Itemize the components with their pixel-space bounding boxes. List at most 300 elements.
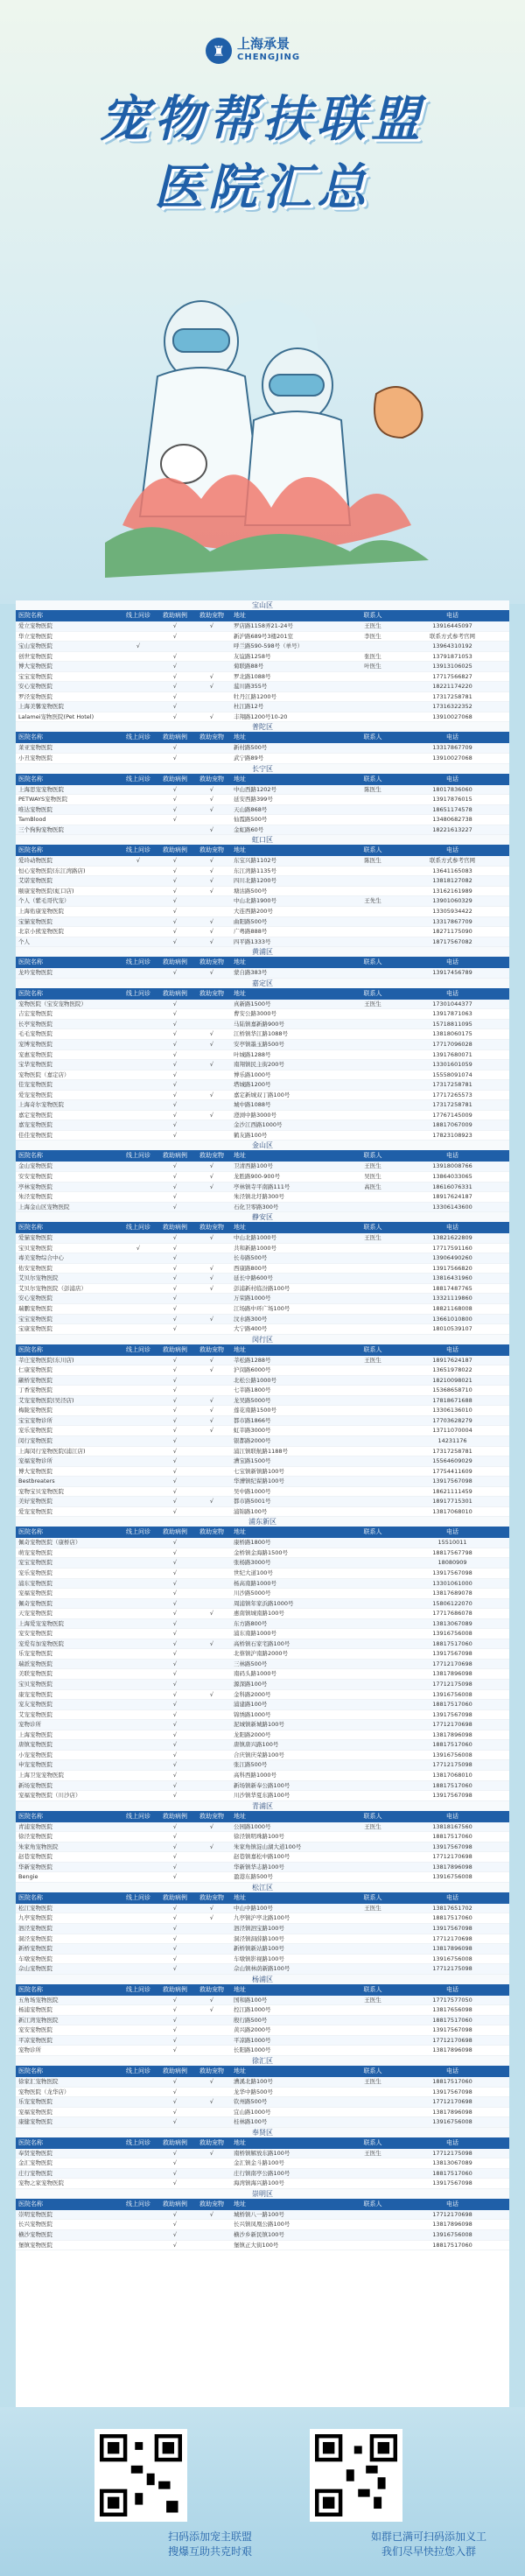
- table-cell: 18017836060: [432, 785, 472, 793]
- table-cell: [192, 1294, 231, 1303]
- table-cell: 17712170698: [432, 1660, 472, 1667]
- column-header: 电话: [446, 1528, 458, 1536]
- table-cell: 13917567098: [432, 1569, 472, 1577]
- table-row: [16, 1436, 509, 1447]
- table-cell: 泥城镇新城路100号: [234, 1721, 284, 1729]
- table-cell: √: [209, 672, 214, 680]
- table-cell: [192, 662, 231, 671]
- column-header: 地址: [234, 1152, 246, 1160]
- column-header: 救助宠物: [200, 2138, 224, 2146]
- table-cell: √: [209, 1274, 214, 1282]
- table-row: [16, 2108, 509, 2118]
- table-cell: [350, 1284, 396, 1294]
- table-cell: 虹莘路3000号: [234, 1427, 271, 1435]
- table-cell: 宠物诊所: [18, 2046, 41, 2054]
- table-cell: [350, 1070, 396, 1080]
- table-row: [16, 1192, 509, 1203]
- table-cell: 18917624187: [432, 1356, 472, 1364]
- table-cell: [119, 876, 158, 886]
- table-cell: 18817517060: [432, 1833, 472, 1841]
- table-cell: [119, 785, 158, 795]
- table-header: [16, 1984, 509, 1996]
- table-cell: 周浦镇年家浜路1000号: [234, 1599, 294, 1607]
- table-cell: [350, 815, 396, 825]
- table-cell: 张杨路3000号: [234, 1559, 271, 1567]
- table-cell: 梅陇宠物医院: [18, 1407, 52, 1414]
- table-cell: [119, 1060, 158, 1070]
- table-cell: 17316322352: [432, 703, 472, 711]
- table-cell: [119, 662, 158, 671]
- table-cell: 13317867709: [432, 744, 472, 752]
- table-cell: 上海宠物医院: [18, 1730, 52, 1738]
- table-cell: 高医生: [364, 1183, 382, 1190]
- table-cell: √: [172, 1407, 178, 1414]
- column-header: 救助病例: [163, 1528, 187, 1536]
- table-cell: 新桥镇新站路100号: [234, 1945, 284, 1953]
- table-body: [16, 2149, 509, 2189]
- table-cell: √: [172, 1396, 178, 1404]
- table-cell: √: [172, 1254, 178, 1262]
- table-cell: 18817487765: [432, 1284, 472, 1292]
- table-cell: [119, 1477, 158, 1486]
- table-cell: [119, 1720, 158, 1730]
- table-cell: √: [172, 1945, 178, 1953]
- brand-logo: [206, 33, 337, 68]
- table-cell: [350, 1579, 396, 1589]
- table-cell: [350, 712, 396, 722]
- table-cell: 真新路1500号: [234, 1000, 271, 1007]
- table-row: [16, 712, 509, 723]
- table-cell: [119, 1690, 158, 1700]
- table-cell: [119, 1843, 158, 1852]
- table-cell: 万荣路1000号: [234, 1295, 271, 1302]
- table-cell: √: [172, 2077, 178, 2085]
- table-cell: [192, 2025, 231, 2035]
- table-cell: 浦东宠物医院: [18, 1579, 52, 1587]
- column-header: 地址: [234, 1345, 246, 1353]
- table-cell: [350, 2036, 396, 2046]
- table-cell: [350, 1020, 396, 1029]
- table-cell: 卫清西路100号: [234, 1162, 273, 1170]
- table-cell: [119, 1538, 158, 1548]
- table-cell: [119, 1009, 158, 1019]
- table-cell: √: [172, 1020, 178, 1028]
- table-cell: 仙霞路500号: [234, 816, 268, 824]
- column-header: 救助病例: [163, 1812, 187, 1820]
- table-cell: 四川北路1200号: [234, 877, 277, 885]
- table-cell: 浦江镇联航路1188号: [234, 1447, 289, 1455]
- table-cell: √: [209, 1914, 214, 1922]
- table-row: [16, 1548, 509, 1559]
- table-cell: √: [209, 796, 214, 804]
- table-cell: [119, 1447, 158, 1456]
- table-cell: 浦锦路100号: [234, 1507, 268, 1515]
- table-cell: [192, 1253, 231, 1263]
- table-cell: 马陆镇嘉新路900号: [234, 1020, 284, 1028]
- table-cell: 车墩镇影视路100号: [234, 1955, 284, 1962]
- table-row: [16, 1162, 509, 1172]
- table-cell: 金汇镇金斗路100号: [234, 2159, 284, 2167]
- table-cell: [350, 1649, 396, 1659]
- table-cell: 上海奇尔宠物医院: [18, 1101, 64, 1109]
- table-cell: [350, 1192, 396, 1202]
- table-row: [16, 1934, 509, 1945]
- column-header: 地址: [234, 1893, 246, 1901]
- table-cell: 王医生: [364, 1162, 382, 1170]
- table-cell: [350, 1507, 396, 1517]
- table-cell: 王先生: [364, 897, 382, 905]
- table-cell: √: [172, 1690, 178, 1698]
- table-cell: [350, 2108, 396, 2117]
- table-header: [16, 988, 509, 1000]
- table-cell: 13818167560: [432, 1822, 472, 1830]
- table-cell: 莘松路1288号: [234, 1356, 271, 1364]
- table-cell: 18080909: [438, 1559, 467, 1567]
- table-header: [16, 2199, 509, 2210]
- table-cell: 17317258781: [432, 1101, 472, 1109]
- table-cell: [158, 642, 192, 651]
- table-cell: √: [172, 1904, 178, 1912]
- table-cell: 友谊路1258号: [234, 652, 271, 660]
- qr-code-alliance[interactable]: [94, 2429, 187, 2522]
- table-cell: √: [172, 1924, 178, 1932]
- column-header: 救助病例: [163, 989, 187, 997]
- table-cell: √: [172, 632, 178, 640]
- table-cell: [350, 1669, 396, 1679]
- table-cell: 13917566820: [432, 1264, 472, 1272]
- district-heading: 金山区: [16, 1141, 509, 1150]
- column-header: 医院名称: [18, 1985, 43, 1993]
- table-cell: 个人: [18, 937, 30, 945]
- table-cell: Bengie: [18, 1873, 38, 1881]
- table-cell: √: [209, 1427, 214, 1435]
- table-cell: [192, 1944, 231, 1954]
- table-cell: [192, 1680, 231, 1689]
- qr-code-volunteer[interactable]: [310, 2429, 402, 2522]
- table-cell: 13917567098: [432, 2026, 472, 2034]
- table-row: [16, 856, 509, 867]
- table-cell: √: [172, 1081, 178, 1089]
- table-cell: [350, 1740, 396, 1750]
- table-cell: [350, 1558, 396, 1568]
- table-cell: 17712170698: [432, 2098, 472, 2106]
- table-cell: [350, 1720, 396, 1730]
- column-header: 救助病例: [163, 1224, 187, 1232]
- table-cell: [192, 1599, 231, 1609]
- table-cell: [192, 2220, 231, 2229]
- table-cell: √: [172, 2118, 178, 2126]
- table-header: [16, 2137, 509, 2149]
- table-cell: [119, 1386, 158, 1395]
- table-cell: [350, 1924, 396, 1934]
- table-cell: √: [172, 2149, 178, 2157]
- table-row: [16, 1609, 509, 1619]
- table-cell: √: [172, 1172, 178, 1180]
- table-row: [16, 1009, 509, 1020]
- table-row: [16, 2210, 509, 2221]
- table-cell: 康宠宠物医院: [18, 1690, 52, 1698]
- table-cell: 朱泾宠物医院: [18, 1193, 52, 1201]
- table-cell: √: [172, 1751, 178, 1758]
- table-cell: 佑安宠物医院: [18, 1264, 52, 1272]
- table-cell: [119, 632, 158, 642]
- table-cell: 三林路500号: [234, 1660, 268, 1667]
- table-cell: 18817517060: [432, 1639, 472, 1647]
- table-cell: 13301601059: [432, 1061, 472, 1069]
- brand-en: CHENGJING: [237, 53, 301, 62]
- table-cell: 13321119860: [432, 1295, 472, 1302]
- table-cell: √: [172, 1955, 178, 1962]
- table-cell: [119, 1356, 158, 1365]
- table-cell: √: [172, 2088, 178, 2095]
- table-cell: 13817651702: [432, 1904, 472, 1912]
- table-cell: 亭林宠物医院: [18, 1183, 52, 1190]
- table-row: [16, 1111, 509, 1121]
- column-header: 联系人: [363, 846, 382, 854]
- table-cell: 18271175090: [432, 928, 472, 936]
- table-cell: [119, 1680, 158, 1689]
- column-header: 联系人: [363, 1528, 382, 1536]
- table-cell: [119, 815, 158, 825]
- table-cell: 丰翔路1200号10-20: [234, 712, 288, 720]
- table-cell: [350, 937, 396, 947]
- table-cell: [192, 1771, 231, 1780]
- table-cell: 申宠宠物医院: [18, 1761, 52, 1769]
- table-cell: [119, 1751, 158, 1760]
- table-cell: [192, 2158, 231, 2168]
- table-cell: 17712170698: [432, 1721, 472, 1729]
- table-cell: 陈医生: [364, 785, 382, 793]
- table-cell: 13918008766: [432, 1162, 472, 1170]
- table-cell: [192, 1649, 231, 1659]
- table-cell: √: [172, 1730, 178, 1738]
- table-cell: √: [209, 712, 214, 720]
- table-cell: 中山西路1202号: [234, 785, 277, 793]
- table-cell: [350, 2117, 396, 2127]
- district-heading: 宝山区: [16, 600, 509, 610]
- table-row: [16, 1660, 509, 1670]
- table-cell: 殷行路500号: [234, 2016, 268, 2024]
- table-cell: √: [209, 1111, 214, 1119]
- table-body: [16, 743, 509, 763]
- table-cell: [119, 1913, 158, 1923]
- table-cell: 佳佳宠物医院: [18, 1131, 52, 1139]
- column-header: 救助宠物: [200, 1985, 224, 1993]
- table-cell: [119, 2046, 158, 2055]
- table-cell: [350, 1781, 396, 1791]
- table-row: [16, 1558, 509, 1569]
- table-row: [16, 1264, 509, 1274]
- caption-left: 扫码添加宠主联盟 搜爆互助共克时艰: [167, 2530, 252, 2558]
- table-cell: √: [172, 1559, 178, 1567]
- table-cell: 宠爱有加宠物医院: [18, 1639, 64, 1647]
- table-row: [16, 1467, 509, 1478]
- table-cell: Lalamei宠物医院(Pet Hotel): [18, 712, 94, 720]
- table-cell: 朱泾镇北圩路300号: [234, 1193, 284, 1201]
- column-header: 电话: [446, 2067, 458, 2074]
- table-cell: √: [172, 908, 178, 916]
- table-cell: 赵巷镇嘉松中路100号: [234, 1853, 290, 1861]
- table-row: [16, 1203, 509, 1213]
- table-cell: 洞泾镇洞薛路100号: [234, 1934, 284, 1942]
- table-cell: 13917567098: [432, 1478, 472, 1485]
- table-cell: √: [209, 877, 214, 885]
- table-cell: 17712170698: [432, 1853, 472, 1861]
- table-row: [16, 1131, 509, 1141]
- table-cell: [350, 1872, 396, 1882]
- table-cell: [119, 712, 158, 722]
- table-cell: [119, 1781, 158, 1791]
- table-row: [16, 1955, 509, 1965]
- column-header: 医院名称: [18, 733, 43, 741]
- table-cell: [192, 1781, 231, 1791]
- table-cell: [192, 1700, 231, 1709]
- table-cell: √: [209, 1822, 214, 1830]
- table-cell: [350, 2046, 396, 2055]
- table-cell: [119, 1284, 158, 1294]
- district-heading: 松江区: [16, 1883, 509, 1892]
- table-cell: 南翔镇民主街200号: [234, 1061, 284, 1069]
- table-cell: [192, 1619, 231, 1629]
- table-cell: √: [172, 2221, 178, 2229]
- table-cell: √: [172, 1193, 178, 1201]
- table-cell: 18221174220: [432, 683, 472, 691]
- table-cell: 宜山路1000号: [234, 2108, 271, 2116]
- column-header: 救助宠物: [200, 1224, 224, 1232]
- table-row: [16, 1477, 509, 1487]
- table-cell: [192, 1009, 231, 1019]
- table-cell: [350, 2088, 396, 2097]
- table-cell: 江场路中环广场100号: [234, 1304, 290, 1312]
- table-cell: 罗北路1088号: [234, 672, 271, 680]
- table-cell: 17818671688: [432, 1396, 472, 1404]
- table-cell: [350, 1131, 396, 1141]
- table-cell: [350, 1760, 396, 1770]
- table-cell: 17712170698: [432, 2036, 472, 2044]
- table-cell: 康桥路1800号: [234, 1539, 271, 1547]
- table-cell: [350, 968, 396, 978]
- hero-banner: [0, 0, 525, 604]
- table-cell: 18817067009: [432, 1121, 472, 1129]
- table-cell: √: [172, 1914, 178, 1922]
- table-cell: √: [172, 1710, 178, 1718]
- table-cell: √: [209, 1183, 214, 1190]
- table-cell: 上海美馨宠物医院: [18, 703, 64, 711]
- table-cell: 东江湾路1135号: [234, 867, 277, 874]
- table-cell: [350, 825, 396, 835]
- table-cell: √: [172, 1325, 178, 1333]
- table-cell: [119, 1080, 158, 1090]
- table-cell: 锦绣路1000号: [234, 1710, 271, 1718]
- table-cell: [192, 1872, 231, 1882]
- table-cell: [192, 1000, 231, 1009]
- table-cell: 13916756008: [432, 1873, 472, 1881]
- table-cell: √: [172, 692, 178, 700]
- table-cell: √: [172, 1040, 178, 1048]
- table-cell: [119, 825, 158, 835]
- table-cell: 小丑宠物医院: [18, 755, 52, 762]
- table-row: [16, 2097, 509, 2108]
- hospital-table: [16, 600, 509, 2407]
- table-row: [16, 692, 509, 703]
- table-body: [16, 2077, 509, 2128]
- table-header: [16, 1344, 509, 1356]
- table-cell: [119, 1710, 158, 1720]
- table-cell: 13917567098: [432, 1710, 472, 1718]
- table-cell: [350, 1944, 396, 1954]
- table-cell: 平凉宠物医院: [18, 2036, 52, 2044]
- table-cell: [350, 1660, 396, 1669]
- table-cell: √: [209, 1356, 214, 1364]
- table-cell: 宝华宠物医院: [18, 1061, 52, 1069]
- table-cell: [119, 896, 158, 906]
- table-cell: 泗泾宠物医院: [18, 1924, 52, 1932]
- table-row: [16, 1233, 509, 1244]
- table-cell: [119, 1436, 158, 1446]
- table-row: [16, 1100, 509, 1111]
- table-cell: 漕溪北路100号: [234, 2077, 273, 2085]
- table-cell: [350, 1244, 396, 1253]
- table-cell: √: [209, 1234, 214, 1242]
- table-row: [16, 1507, 509, 1518]
- column-header: 线上问诊: [126, 1224, 150, 1232]
- table-cell: [119, 1639, 158, 1649]
- table-cell: 七莘路1800号: [234, 1386, 271, 1394]
- table-cell: 宠福宠物医院: [18, 1590, 52, 1597]
- table-cell: 13791871053: [432, 652, 472, 660]
- table-cell: √: [209, 937, 214, 945]
- table-header: [16, 774, 509, 785]
- table-cell: 蒙自路383号: [234, 969, 268, 977]
- table-cell: [119, 692, 158, 702]
- table-cell: [192, 2046, 231, 2055]
- table-cell: [119, 1599, 158, 1609]
- table-cell: [119, 1315, 158, 1324]
- column-header: 联系人: [363, 1152, 382, 1160]
- district-heading: 闵行区: [16, 1335, 509, 1344]
- table-cell: [119, 754, 158, 763]
- table-cell: 17301044377: [432, 1000, 472, 1007]
- table-cell: 13917456789: [432, 969, 472, 977]
- table-cell: [119, 1324, 158, 1334]
- table-cell: [119, 2117, 158, 2127]
- table-cell: [350, 1386, 396, 1395]
- table-cell: [350, 927, 396, 937]
- table-cell: 18817567798: [432, 1548, 472, 1556]
- table-cell: 15368658710: [432, 1386, 472, 1394]
- table-row: [16, 1416, 509, 1427]
- table-cell: √: [209, 1030, 214, 1038]
- table-cell: [192, 1660, 231, 1669]
- column-header: 联系人: [363, 733, 382, 741]
- table-cell: [192, 1740, 231, 1750]
- table-cell: [350, 1955, 396, 1964]
- table-cell: 13906490260: [432, 1254, 472, 1262]
- table-cell: 沪闵路6000号: [234, 1366, 271, 1374]
- table-cell: [350, 1416, 396, 1426]
- column-header: 救助病例: [163, 2200, 187, 2207]
- table-cell: [119, 1619, 158, 1629]
- column-header: 联系人: [363, 775, 382, 783]
- table-cell: [350, 642, 396, 651]
- table-cell: [119, 2241, 158, 2250]
- table-cell: √: [172, 1304, 178, 1312]
- table-cell: [350, 1843, 396, 1852]
- table-cell: [350, 1913, 396, 1923]
- table-cell: √: [172, 897, 178, 905]
- column-header: 线上问诊: [126, 2200, 150, 2207]
- column-header: 救助病例: [163, 846, 187, 854]
